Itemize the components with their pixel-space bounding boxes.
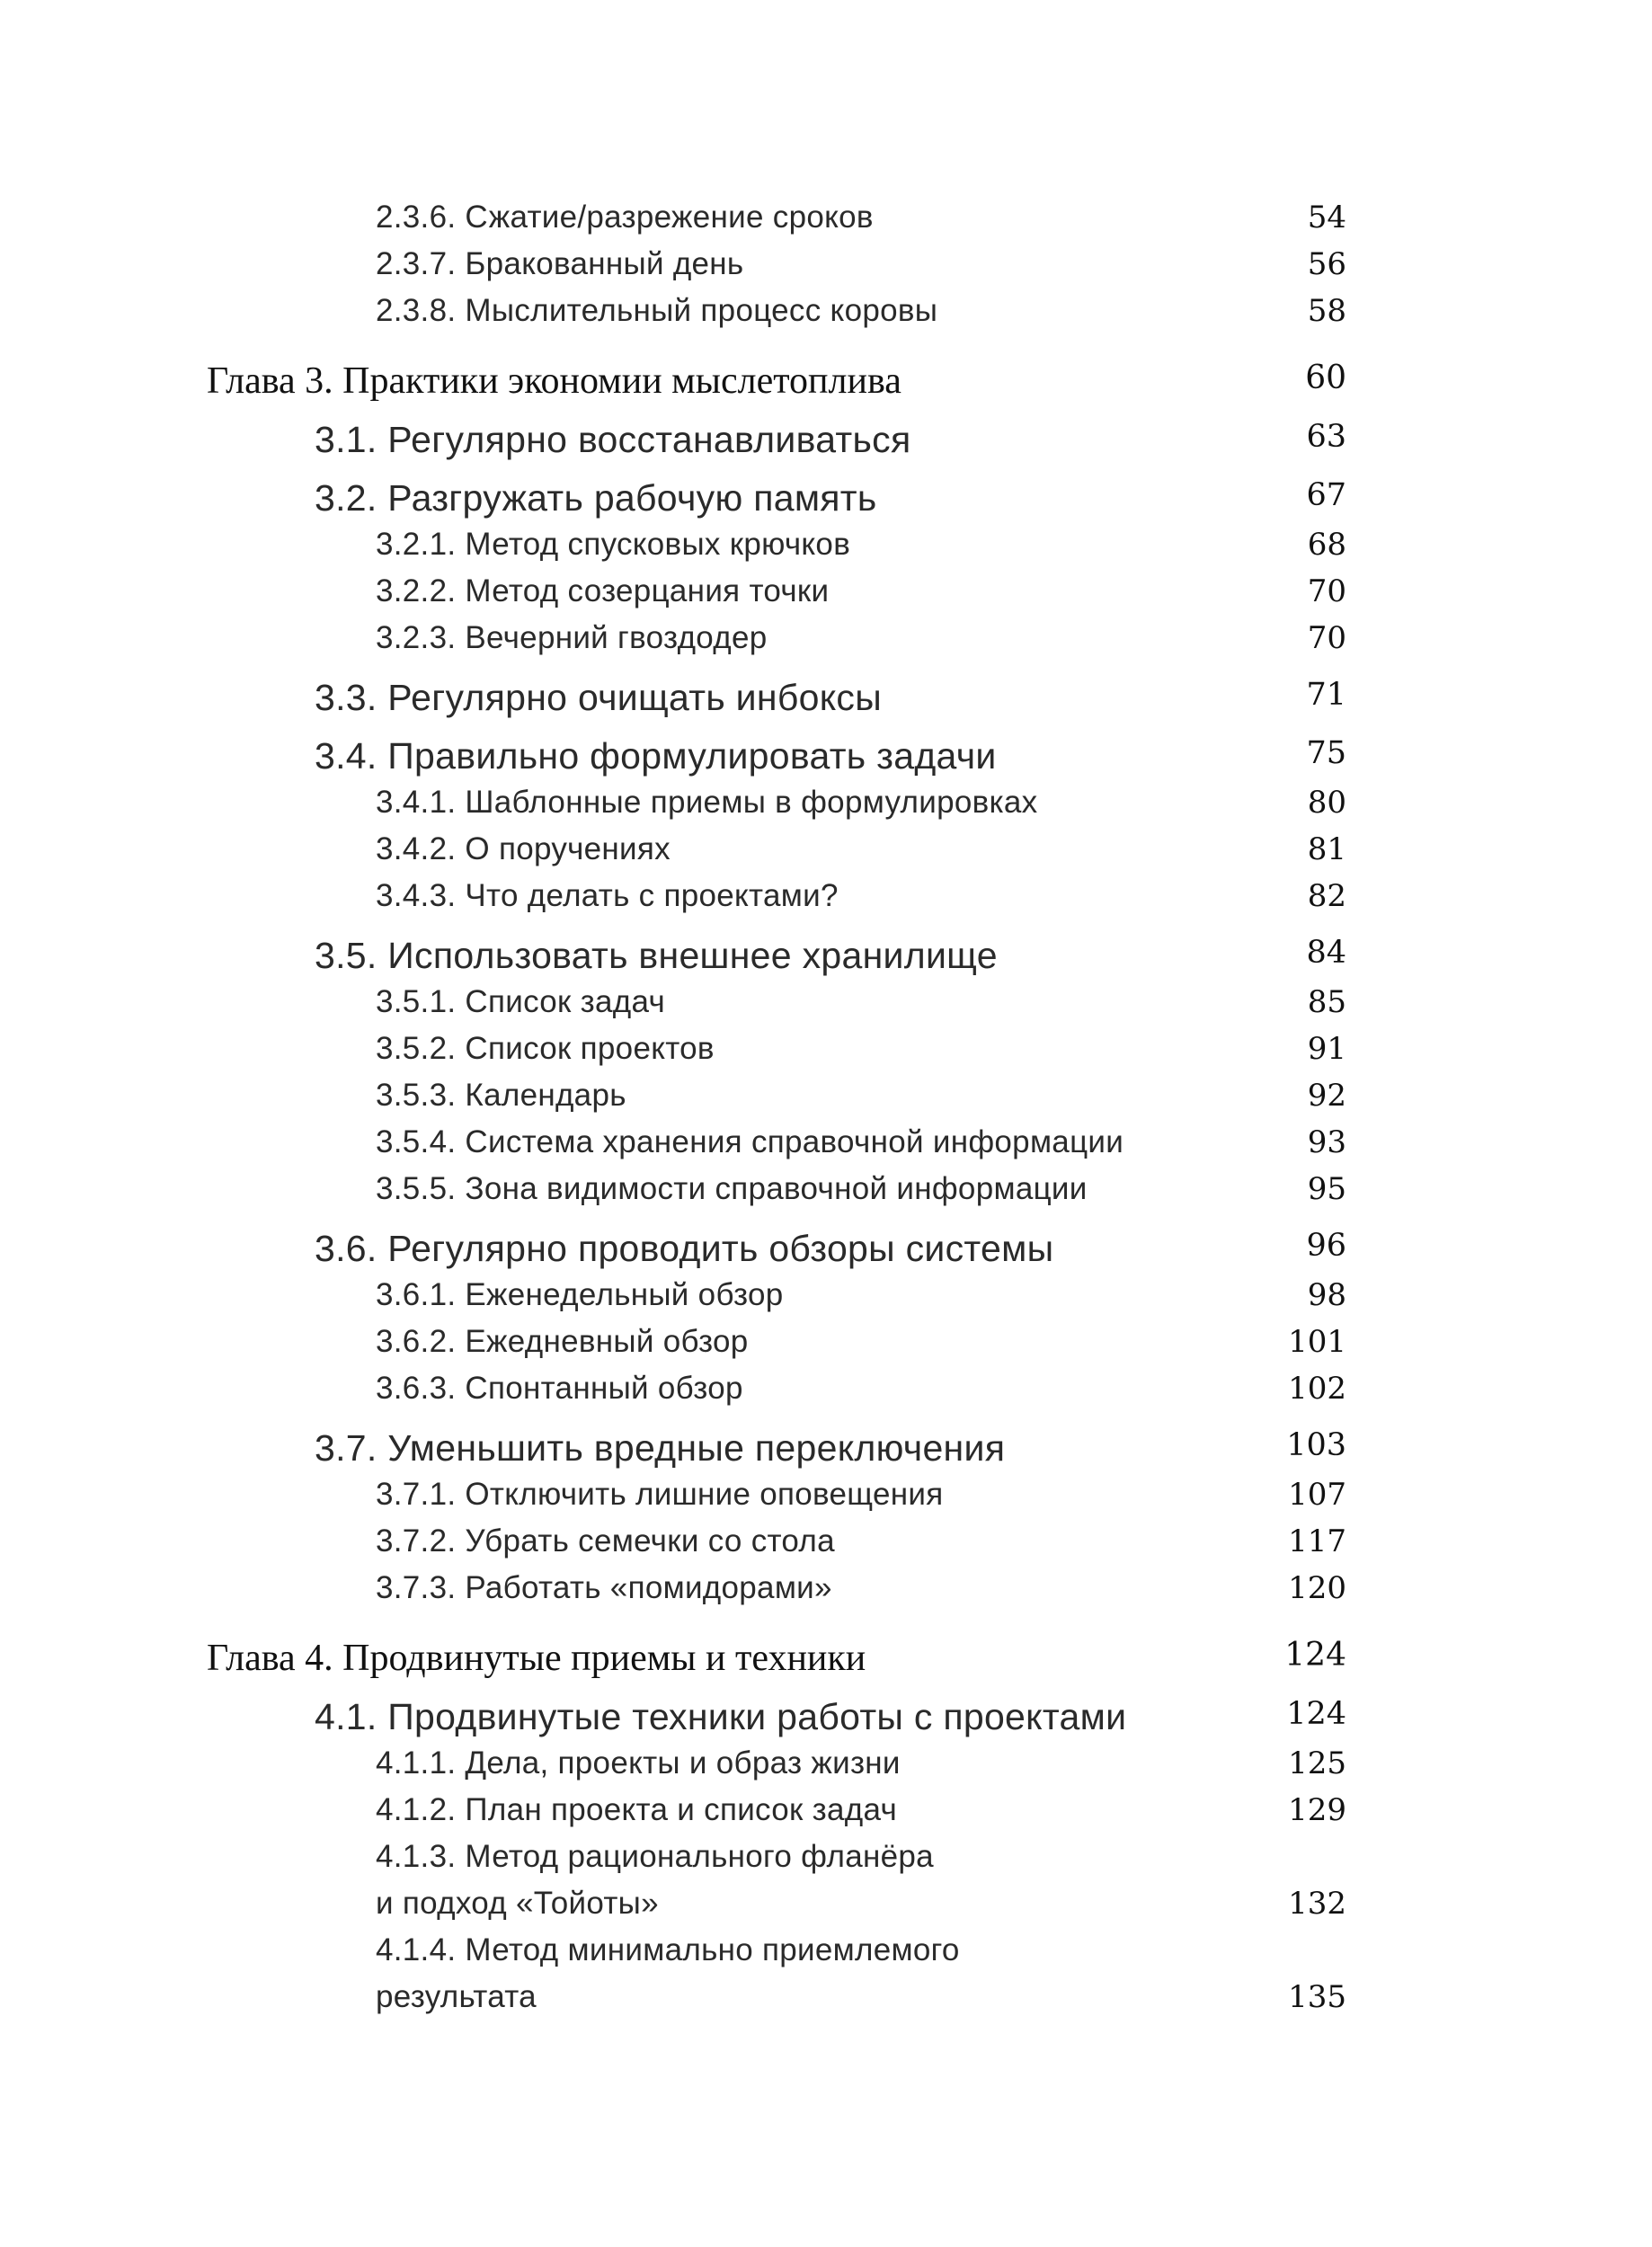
toc-entry-title: 2.3.6. Сжатие/разрежение сроков (376, 200, 874, 235)
toc-page-number: 81 (1307, 831, 1346, 867)
toc-page-number: 135 (1288, 1979, 1346, 2015)
toc-page-number: 132 (1288, 1886, 1346, 1922)
toc-entry-title: 2.3.7. Бракованный день (376, 246, 744, 281)
toc-entry-title: 3.6.2. Ежедневный обзор (376, 1324, 749, 1359)
toc-page-number: 93 (1307, 1124, 1346, 1160)
toc-page-number: 120 (1288, 1570, 1346, 1606)
toc-page-number: 125 (1288, 1745, 1346, 1781)
toc-entry-title: 3.7.3. Работать «помидорами» (376, 1570, 832, 1605)
toc-entry-title: Глава 3. Практики экономии мыслетоплива (207, 360, 901, 402)
toc-entry-title: результата (376, 1979, 537, 2014)
toc-page-number: 84 (1306, 935, 1346, 971)
toc-page-number: 124 (1284, 1637, 1346, 1674)
toc-entry-title: 3.7.2. Убрать семечки со стола (376, 1523, 835, 1559)
toc-entry-title: 4.1.2. План проекта и список задач (376, 1792, 898, 1827)
toc-page-number: 101 (1288, 1324, 1346, 1360)
toc-entry-title: 3.3. Регулярно очищать инбоксы (315, 677, 882, 718)
toc-page-number: 96 (1306, 1228, 1346, 1264)
toc-entry-title: 2.3.8. Мыслительный процесс коровы (376, 293, 938, 328)
toc-entry-title: 3.6.3. Спонтанный обзор (376, 1371, 743, 1406)
toc-entry-title: 3.4.2. О поручениях (376, 831, 671, 866)
toc-entry-title: 3.5. Использовать внешнее хранилище (315, 935, 998, 976)
toc-entry-title: 3.5.2. Список проектов (376, 1031, 715, 1066)
toc-entry-title: и подход «Тойоты» (376, 1886, 659, 1921)
toc-page-number: 98 (1307, 1277, 1346, 1313)
toc-page-number: 71 (1306, 677, 1346, 713)
toc-page-number: 124 (1286, 1696, 1346, 1732)
toc-entry-title: 3.7.1. Отключить лишние оповещения (376, 1477, 944, 1512)
toc-page-number: 56 (1307, 246, 1346, 282)
toc-page-number: 70 (1307, 620, 1346, 656)
toc-entry-title: 4.1.1. Дела, проекты и образ жизни (376, 1745, 901, 1781)
toc-page-number: 82 (1307, 878, 1346, 914)
toc-entry-title: 3.4.3. Что делать с проектами? (376, 878, 839, 913)
toc-page-number: 54 (1307, 200, 1346, 235)
toc-entry-title: 3.1. Регулярно восстанавливаться (315, 419, 911, 460)
toc-page-number: 67 (1306, 477, 1346, 513)
toc-page-number: 75 (1306, 735, 1346, 771)
toc-page-number: 102 (1288, 1371, 1346, 1407)
toc-entry-title: 3.2. Разгружать рабочую память (315, 477, 877, 519)
toc-entry-title: 3.5.5. Зона видимости справочной информации (376, 1171, 1088, 1206)
toc-entry-title: 3.6. Регулярно проводить обзоры системы (315, 1228, 1054, 1269)
toc-entry-title: 3.6.1. Еженедельный обзор (376, 1277, 784, 1312)
toc-page-number: 70 (1307, 573, 1346, 609)
toc-page-number: 85 (1307, 984, 1346, 1020)
toc-entry-title: 3.5.4. Система хранения справочной информации (376, 1124, 1124, 1159)
toc-page-number: 60 (1305, 360, 1346, 396)
toc-entry-title: 4.1. Продвинутые техники работы с проектами (315, 1696, 1127, 1737)
toc-page-number: 91 (1307, 1031, 1346, 1067)
toc-page-number: 129 (1288, 1792, 1346, 1828)
toc-page-number: 117 (1288, 1523, 1346, 1559)
toc-entry-title: 3.2.1. Метод спусковых крючков (376, 527, 851, 562)
toc-entry-title: 3.2.3. Вечерний гвоздодер (376, 620, 768, 655)
toc-entry-title: 3.4.1. Шаблонные приемы в формулировках (376, 785, 1038, 820)
toc-page-number: 80 (1307, 785, 1346, 821)
toc-entry-title: 3.7. Уменьшить вредные переключения (315, 1427, 1006, 1469)
toc-page-number: 92 (1307, 1078, 1346, 1114)
toc-entry-title: 4.1.4. Метод минимально приемлемого (376, 1932, 960, 1967)
toc-page-number: 68 (1307, 527, 1346, 563)
toc-page-number: 58 (1307, 293, 1346, 329)
toc-page-number: 103 (1286, 1427, 1346, 1463)
toc-entry-title: 3.4. Правильно формулировать задачи (315, 735, 997, 777)
toc-entry-title: 3.2.2. Метод созерцания точки (376, 573, 830, 608)
toc-page-number: 63 (1306, 419, 1346, 455)
toc-entry-title: 3.5.3. Календарь (376, 1078, 626, 1113)
toc-entry-title: 3.5.1. Список задач (376, 984, 666, 1019)
toc-page-number: 107 (1288, 1477, 1346, 1513)
toc-entry-title: 4.1.3. Метод рационального фланёра (376, 1839, 934, 1874)
toc-entry-title: Глава 4. Продвинутые приемы и техники (207, 1638, 866, 1679)
toc-page-number: 95 (1307, 1171, 1346, 1207)
